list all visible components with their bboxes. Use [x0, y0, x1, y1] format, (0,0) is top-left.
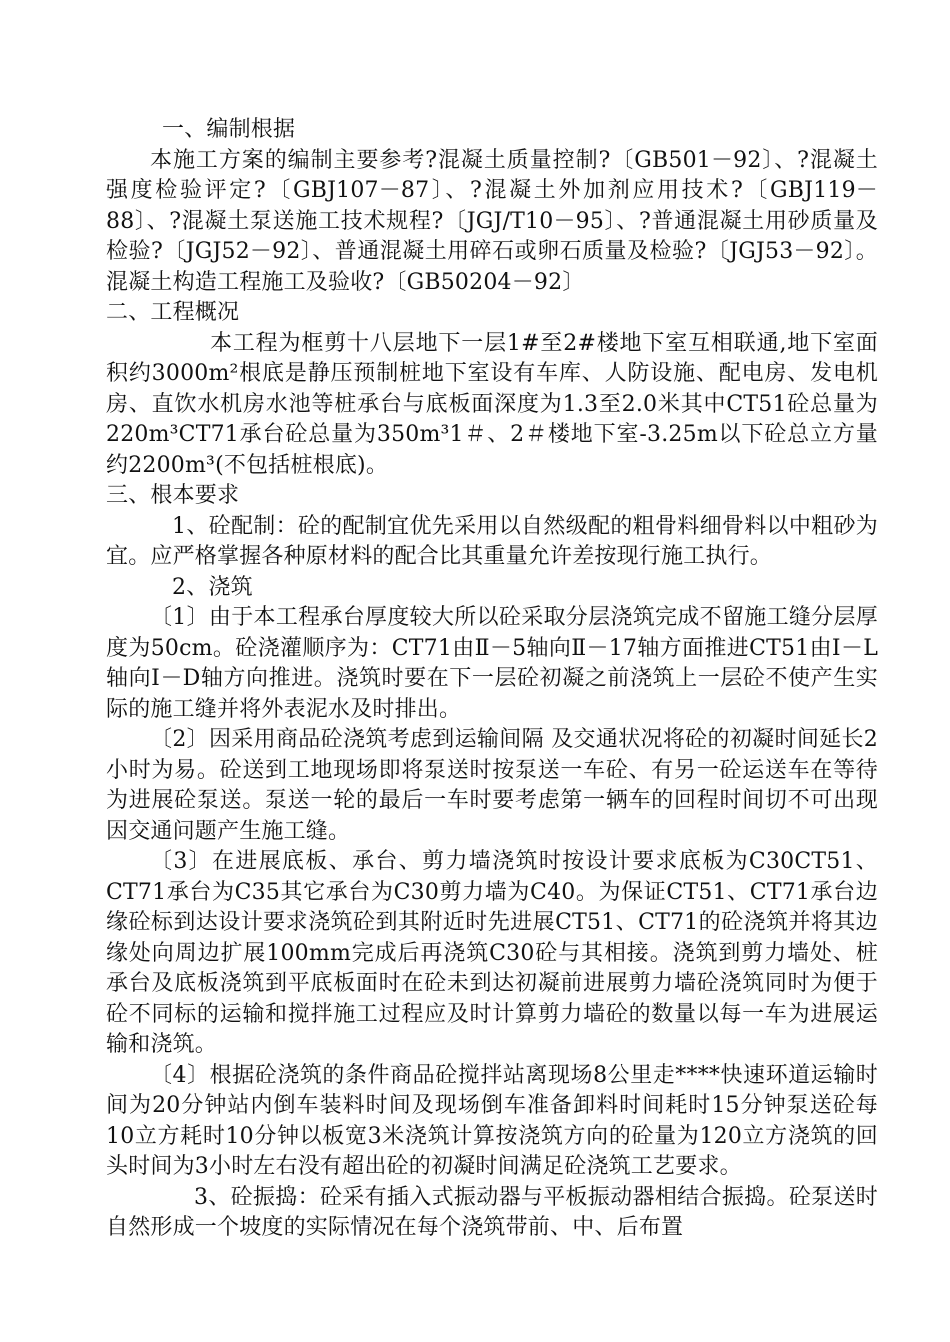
paragraph-pouring-3: 〔3〕在进展底板、承台、剪力墙浇筑时按设计要求底板为C30CT51、CT71承台为C35其它承台为C30剪力墙为C40。为保证CT51、CT71承台边缘砼标到达设计要求浇筑砼到其附近时先进展CT51、CT71的砼浇筑并将其边缘处向周边扩展100mm完成后再浇筑C30砼与其相接。浇筑到剪力墙处、桩承台及底板浇筑到平底板面时在砼未到达初凝前进展剪力墙砼浇筑同时为便于砼不同标的运输和搅拌施工过程应及时计算剪力墙砼的数量以每一车为进展运输和浇筑。	[106, 849, 878, 1057]
subheading-pouring: 2、浇筑	[172, 574, 253, 600]
section-heading-2: 二、工程概况	[106, 300, 240, 325]
paragraph-pouring-4: 〔4〕根据砼浇筑的条件商品砼搅拌站离现场8公里走****快速环道运输时间为20分钟站内倒车装料时间及现场倒车准备卸料时间耗时15分钟泵送砼每10立方耗时10分钟以板宽3米浇筑计算按浇筑方向的砼量为120立方浇筑的回头时间为3小时左右没有超出砼的初凝时间满足砼浇筑工艺要求。	[106, 1062, 878, 1179]
paragraph-vibration: 3、砼振捣：砼采有插入式振动器与平板振动器相结合振捣。砼泵送时自然形成一个坡度的实际情况在每个浇筑带前、中、后布置	[106, 1184, 878, 1240]
paragraph-references: 本施工方案的编制主要参考?混凝土质量控制?〔GB501－92〕、?混凝土强度检验评定?〔GBJ107－87〕、?混凝土外加剂应用技术?〔GBJ119－88〕、?混凝土泵送施工技术规程?〔JGJ/T10－95〕、?普通混凝土用砂质量及检验?〔JGJ52－92〕、普通混凝土用碎石或卵石质量及检验?〔JGJ53－92〕。混凝土构造工程施工及验收?〔GB50204－92〕	[106, 147, 878, 295]
paragraph-overview: 本工程为框剪十八层地下一层1#至2#楼地下室互相联通,地下室面积约3000m²根底是静压预制桩地下室设有车库、人防设施、配电房、发电机房、直饮水机房水池等桩承台与底板面深度为1.3至2.0米其中CT51砼总量为220m³CT71承台砼总量为350m³1＃、2＃楼地下室-3.25m以下砼总立方量约2200m³(不包括桩根底)。	[106, 330, 878, 478]
section-heading-3: 三、根本要求	[106, 483, 240, 508]
paragraph-pouring-1: 〔1〕由于本工程承台厚度较大所以砼采取分层浇筑完成不留施工缝分层厚度为50cm。砼浇灌顺序为：CT71由Ⅱ－5轴向Ⅱ－17轴方面推进CT51由Ⅰ－L轴向Ⅰ－D轴方向推进。浇筑时要在下一层砼初凝之前浇筑上一层砼不使产生实际的施工缝并将外表泥水及时排出。	[106, 605, 878, 722]
document-body	[106, 115, 878, 1244]
section-heading-1: 一、编制根据	[162, 117, 296, 142]
paragraph-mix-design: 1、砼配制：砼的配制宜优先采用以自然级配的粗骨料细骨料以中粗砂为宜。应严格掌握各种原材料的配合比其重量允许差按现行施工执行。	[106, 513, 878, 569]
paragraph-pouring-2: 〔2〕因采用商品砼浇筑考虑到运输间隔 及交通状况将砼的初凝时间延长2小时为易。砼送到工地现场即将泵送时按泵送一车砼、有另一砼运送车在等待为进展砼泵送。泵送一轮的最后一车时要考虑第一辆车的回程时间切不可出现因交通问题产生施工缝。	[106, 727, 878, 844]
